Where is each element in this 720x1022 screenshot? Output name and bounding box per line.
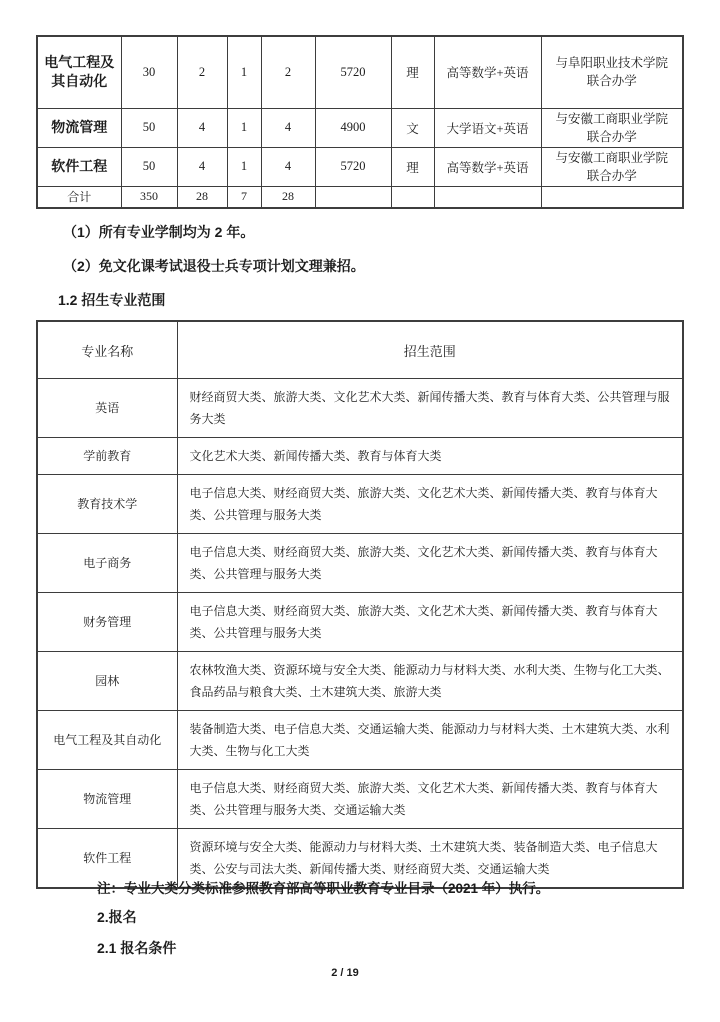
plan-cell: 1 xyxy=(227,147,261,186)
table-row xyxy=(37,438,683,475)
plan-cell: 1 xyxy=(227,108,261,147)
tuition-cell: 5720 xyxy=(315,36,391,108)
section-heading-1-2: 1.2 招生专业范围 xyxy=(58,292,166,308)
empty-cell xyxy=(541,186,683,208)
note-1: （1）所有专业学制均为 2 年。 xyxy=(63,224,255,240)
major-name-cell: 教育技术学 xyxy=(37,475,177,534)
empty-cell xyxy=(434,186,541,208)
empty-cell xyxy=(391,186,434,208)
scope-cell: 财经商贸大类、旅游大类、文化艺术大类、新闻传播大类、教育与体育大类、公共管理与服务大类 xyxy=(177,379,683,438)
major-name-cell: 电气工程及其自动化 xyxy=(37,711,177,770)
section-heading-2-1: 2.1 报名条件 xyxy=(97,940,177,956)
exam-subjects-cell: 高等数学+英语 xyxy=(434,147,541,186)
total-cell: 28 xyxy=(261,186,315,208)
table-row xyxy=(37,652,683,711)
exam-subjects-cell: 大学语文+英语 xyxy=(434,108,541,147)
major-name-cell: 软件工程 xyxy=(37,829,177,889)
note-2: （2）免文化课考试退役士兵专项计划文理兼招。 xyxy=(63,258,365,274)
plan-cell: 1 xyxy=(227,36,261,108)
category-cell: 文 xyxy=(391,108,434,147)
scope-cell: 电子信息大类、财经商贸大类、旅游大类、文化艺术大类、新闻传播大类、教育与体育大类、公共管理与服务大类 xyxy=(177,475,683,534)
header-row xyxy=(37,321,683,379)
partner-college-cell: 与安徽工商职业学院联合办学 xyxy=(541,147,683,186)
plan-cell: 50 xyxy=(121,147,177,186)
partner-college-cell: 与阜阳职业技术学院联合办学 xyxy=(541,36,683,108)
major-name-cell: 园林 xyxy=(37,652,177,711)
column-header-scope: 招生范围 xyxy=(177,321,683,379)
major-name-cell: 电气工程及其自动化 xyxy=(37,36,121,108)
tuition-cell: 5720 xyxy=(315,147,391,186)
table-row xyxy=(37,36,683,108)
scope-cell: 电子信息大类、财经商贸大类、旅游大类、文化艺术大类、新闻传播大类、教育与体育大类、公共管理与服务大类 xyxy=(177,593,683,652)
total-cell: 28 xyxy=(177,186,227,208)
page-number: 2 / 19 xyxy=(331,967,359,979)
scope-cell: 电子信息大类、财经商贸大类、旅游大类、文化艺术大类、新闻传播大类、教育与体育大类、公共管理与服务大类、交通运输大类 xyxy=(177,770,683,829)
table-row xyxy=(37,711,683,770)
total-cell: 7 xyxy=(227,186,261,208)
category-cell: 理 xyxy=(391,36,434,108)
scope-cell: 文化艺术大类、新闻传播大类、教育与体育大类 xyxy=(177,438,683,475)
plan-cell: 50 xyxy=(121,108,177,147)
plan-cell: 4 xyxy=(261,147,315,186)
table-row xyxy=(37,108,683,147)
major-name-cell: 软件工程 xyxy=(37,147,121,186)
total-cell: 350 xyxy=(121,186,177,208)
enrollment-plan-table xyxy=(36,35,684,209)
scope-cell: 资源环境与安全大类、能源动力与材料大类、土木建筑大类、装备制造大类、电子信息大类、公安与司法大类、新闻传播大类、财经商贸大类、交通运输大类 xyxy=(177,829,683,889)
table-row xyxy=(37,475,683,534)
plan-cell: 2 xyxy=(261,36,315,108)
empty-cell xyxy=(315,186,391,208)
partner-college-cell: 与安徽工商职业学院联合办学 xyxy=(541,108,683,147)
scope-cell: 农林牧渔大类、资源环境与安全大类、能源动力与材料大类、水利大类、生物与化工大类、食品药品与粮食大类、土木建筑大类、旅游大类 xyxy=(177,652,683,711)
section-heading-2: 2.报名 xyxy=(97,909,137,925)
scope-cell: 装备制造大类、电子信息大类、交通运输大类、能源动力与材料大类、土木建筑大类、水利大类、生物与化工大类 xyxy=(177,711,683,770)
table-row xyxy=(37,770,683,829)
major-name-cell: 电子商务 xyxy=(37,534,177,593)
total-row xyxy=(37,186,683,208)
plan-cell: 30 xyxy=(121,36,177,108)
table-row xyxy=(37,147,683,186)
plan-cell: 4 xyxy=(177,147,227,186)
major-name-cell: 物流管理 xyxy=(37,770,177,829)
column-header-major: 专业名称 xyxy=(37,321,177,379)
plan-cell: 2 xyxy=(177,36,227,108)
table-row xyxy=(37,379,683,438)
major-name-cell: 英语 xyxy=(37,379,177,438)
major-scope-table xyxy=(36,320,684,889)
table-footnote: 注：专业大类分类标准参照教育部高等职业教育专业目录（2021 年）执行。 xyxy=(97,881,550,896)
major-name-cell: 学前教育 xyxy=(37,438,177,475)
plan-cell: 4 xyxy=(177,108,227,147)
major-name-cell: 物流管理 xyxy=(37,108,121,147)
category-cell: 理 xyxy=(391,147,434,186)
scope-cell: 电子信息大类、财经商贸大类、旅游大类、文化艺术大类、新闻传播大类、教育与体育大类、公共管理与服务大类 xyxy=(177,534,683,593)
tuition-cell: 4900 xyxy=(315,108,391,147)
plan-cell: 4 xyxy=(261,108,315,147)
total-label-cell: 合计 xyxy=(37,186,121,208)
table-row xyxy=(37,534,683,593)
table-row xyxy=(37,593,683,652)
exam-subjects-cell: 高等数学+英语 xyxy=(434,36,541,108)
major-name-cell: 财务管理 xyxy=(37,593,177,652)
